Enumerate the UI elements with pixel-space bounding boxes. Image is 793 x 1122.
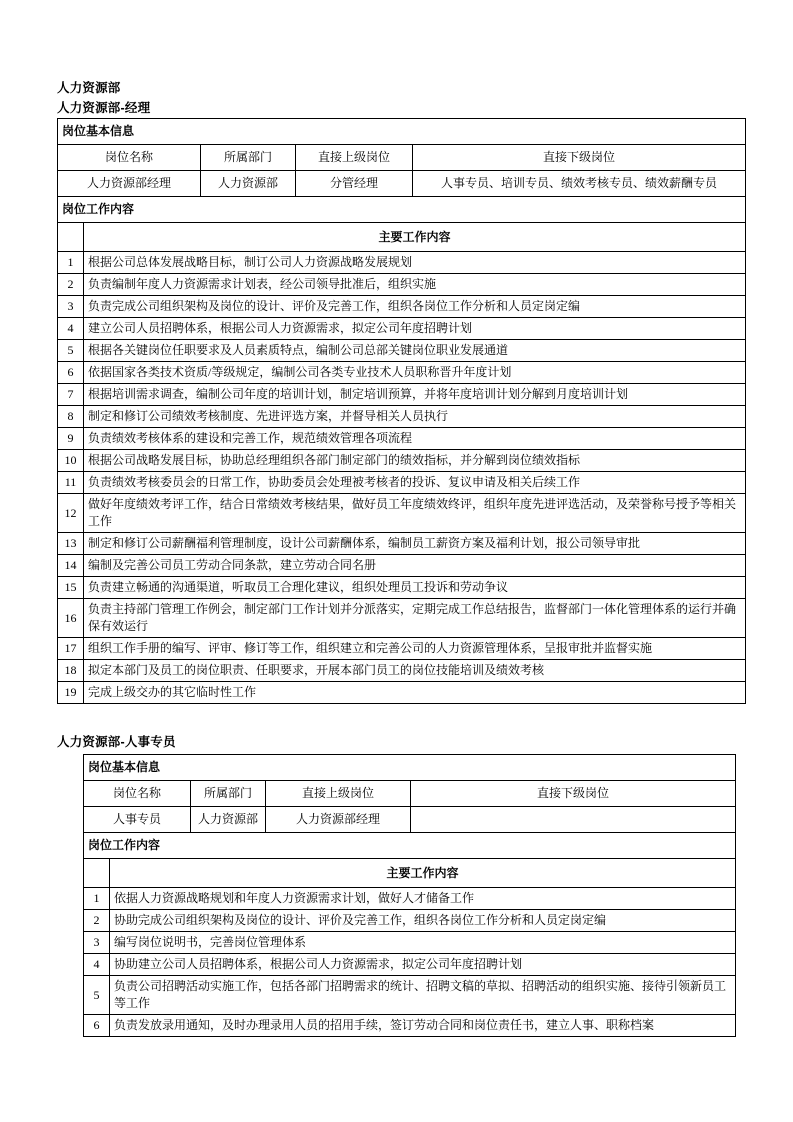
info-header-department: 所属部门 <box>201 145 296 171</box>
task-index: 6 <box>58 362 84 384</box>
section-heading-manager: 人力资源部-经理 <box>57 101 151 115</box>
table-row <box>58 555 746 577</box>
table-row <box>58 533 746 555</box>
task-index: 18 <box>58 660 84 682</box>
task-index: 5 <box>84 976 110 1015</box>
band-work-content: 岗位工作内容 <box>84 833 736 859</box>
info-value-department: 人力资源部 <box>201 171 296 197</box>
index-header-cell <box>84 859 110 888</box>
table-row <box>84 954 736 976</box>
task-index: 17 <box>58 638 84 660</box>
table-row <box>58 638 746 660</box>
band-basic-info: 岗位基本信息 <box>58 119 746 145</box>
task-index: 19 <box>58 682 84 704</box>
task-text: 负责完成公司组织架构及岗位的设计、评价及完善工作，组织各岗位工作分析和人员定岗定编 <box>84 296 746 318</box>
task-text: 协助完成公司组织架构及岗位的设计、评价及完善工作，组织各岗位工作分析和人员定岗定编 <box>110 910 736 932</box>
task-text: 负责编制年度人力资源需求计划表，经公司领导批准后，组织实施 <box>84 274 746 296</box>
task-index: 8 <box>58 406 84 428</box>
task-index: 2 <box>58 274 84 296</box>
task-index: 3 <box>84 932 110 954</box>
task-index: 5 <box>58 340 84 362</box>
task-index: 4 <box>58 318 84 340</box>
table-row-main-content-header <box>58 223 746 252</box>
table-row-band-work-content <box>84 833 736 859</box>
task-text: 协助建立公司人员招聘体系，根据公司人力资源需求，拟定公司年度招聘计划 <box>110 954 736 976</box>
table-row-main-content-header <box>84 859 736 888</box>
table-row <box>58 472 746 494</box>
task-text: 根据公司战略发展目标，协助总经理组织各部门制定部门的绩效指标，并分解到岗位绩效指标 <box>84 450 746 472</box>
task-index: 12 <box>58 494 84 533</box>
job-description-table-hr-specialist <box>83 754 736 1037</box>
task-text: 负责主持部门管理工作例会，制定部门工作计划并分派落实，定期完成工作总结报告，监督部门一体化管理体系的运行并确保有效运行 <box>84 599 746 638</box>
document-department-title: 人力资源部 <box>57 81 121 95</box>
task-index: 14 <box>58 555 84 577</box>
task-text: 负责公司招聘活动实施工作，包括各部门招聘需求的统计、招聘文稿的草拟、招聘活动的组织实施、接待引领新员工等工作 <box>110 976 736 1015</box>
info-header-position-name: 岗位名称 <box>84 781 191 807</box>
table-row <box>58 577 746 599</box>
info-value-position-name: 人力资源部经理 <box>58 171 201 197</box>
task-text: 编制及完善公司员工劳动合同条款，建立劳动合同名册 <box>84 555 746 577</box>
info-value-department: 人力资源部 <box>191 807 266 833</box>
task-index: 7 <box>58 384 84 406</box>
info-header-subordinate: 直接下级岗位 <box>411 781 736 807</box>
task-index: 10 <box>58 450 84 472</box>
table-row <box>58 406 746 428</box>
task-index: 2 <box>84 910 110 932</box>
table-row-band-work-content <box>58 197 746 223</box>
info-value-position-name: 人事专员 <box>84 807 191 833</box>
table-row-info-values <box>58 171 746 197</box>
table-row <box>84 888 736 910</box>
info-value-subordinate <box>411 807 736 833</box>
table-row <box>58 296 746 318</box>
task-text: 拟定本部门及员工的岗位职责、任职要求，开展本部门员工的岗位技能培训及绩效考核 <box>84 660 746 682</box>
table-row <box>58 340 746 362</box>
table-row-info-headers <box>58 145 746 171</box>
job-description-table-manager <box>57 118 746 704</box>
task-text: 负责绩效考核委员会的日常工作，协助委员会处理被考核者的投诉、复议申请及相关后续工作 <box>84 472 746 494</box>
task-index: 15 <box>58 577 84 599</box>
table-row <box>58 362 746 384</box>
task-text: 负责建立畅通的沟通渠道，听取员工合理化建议，组织处理员工投诉和劳动争议 <box>84 577 746 599</box>
table-row <box>58 494 746 533</box>
table-row <box>58 428 746 450</box>
task-index: 1 <box>58 252 84 274</box>
table-row-band-basic-info <box>58 119 746 145</box>
table-row <box>58 318 746 340</box>
task-text: 制定和修订公司绩效考核制度、先进评选方案，并督导相关人员执行 <box>84 406 746 428</box>
task-index: 16 <box>58 599 84 638</box>
info-value-subordinate: 人事专员、培训专员、绩效考核专员、绩效薪酬专员 <box>413 171 746 197</box>
info-header-superior: 直接上级岗位 <box>266 781 411 807</box>
task-index: 1 <box>84 888 110 910</box>
table-row <box>58 274 746 296</box>
section-heading-hr-specialist: 人力资源部-人事专员 <box>57 735 176 749</box>
info-header-position-name: 岗位名称 <box>58 145 201 171</box>
info-value-superior: 人力资源部经理 <box>266 807 411 833</box>
table-row <box>58 682 746 704</box>
table-row <box>58 252 746 274</box>
table-row <box>84 932 736 954</box>
main-content-header: 主要工作内容 <box>84 223 746 252</box>
table-row <box>58 450 746 472</box>
task-text: 建立公司人员招聘体系，根据公司人力资源需求，拟定公司年度招聘计划 <box>84 318 746 340</box>
table-row <box>58 384 746 406</box>
table-row <box>84 910 736 932</box>
info-header-subordinate: 直接下级岗位 <box>413 145 746 171</box>
task-index: 4 <box>84 954 110 976</box>
task-index: 3 <box>58 296 84 318</box>
info-value-superior: 分管经理 <box>296 171 413 197</box>
task-text: 依据国家各类技术资质/等级规定，编制公司各类专业技术人员职称晋升年度计划 <box>84 362 746 384</box>
task-text: 组织工作手册的编写、评审、修订等工作，组织建立和完善公司的人力资源管理体系，呈报审批并监督实施 <box>84 638 746 660</box>
task-text: 负责绩效考核体系的建设和完善工作，规范绩效管理各项流程 <box>84 428 746 450</box>
table-row <box>58 599 746 638</box>
band-work-content: 岗位工作内容 <box>58 197 746 223</box>
info-header-department: 所属部门 <box>191 781 266 807</box>
task-text: 根据各关键岗位任职要求及人员素质特点，编制公司总部关键岗位职业发展通道 <box>84 340 746 362</box>
table-row-info-values <box>84 807 736 833</box>
task-text: 做好年度绩效考评工作，结合日常绩效考核结果，做好员工年度绩效终评，组织年度先进评选活动，及荣誉称号授予等相关工作 <box>84 494 746 533</box>
task-index: 13 <box>58 533 84 555</box>
task-text: 负责发放录用通知，及时办理录用人员的招用手续，签订劳动合同和岗位责任书，建立人事、职称档案 <box>110 1015 736 1037</box>
band-basic-info: 岗位基本信息 <box>84 755 736 781</box>
task-text: 完成上级交办的其它临时性工作 <box>84 682 746 704</box>
task-index: 11 <box>58 472 84 494</box>
table-row <box>84 1015 736 1037</box>
task-text: 根据公司总体发展战略目标，制订公司人力资源战略发展规划 <box>84 252 746 274</box>
task-index: 6 <box>84 1015 110 1037</box>
task-index: 9 <box>58 428 84 450</box>
table-row-band-basic-info <box>84 755 736 781</box>
main-content-header: 主要工作内容 <box>110 859 736 888</box>
table-row-info-headers <box>84 781 736 807</box>
task-text: 制定和修订公司薪酬福利管理制度，设计公司薪酬体系，编制员工薪资方案及福利计划，报公司领导审批 <box>84 533 746 555</box>
table-row <box>84 976 736 1015</box>
task-text: 根据培训需求调查，编制公司年度的培训计划，制定培训预算，并将年度培训计划分解到月度培训计划 <box>84 384 746 406</box>
index-header-cell <box>58 223 84 252</box>
table-row <box>58 660 746 682</box>
task-text: 依据人力资源战略规划和年度人力资源需求计划，做好人才储备工作 <box>110 888 736 910</box>
info-header-superior: 直接上级岗位 <box>296 145 413 171</box>
task-text: 编写岗位说明书，完善岗位管理体系 <box>110 932 736 954</box>
